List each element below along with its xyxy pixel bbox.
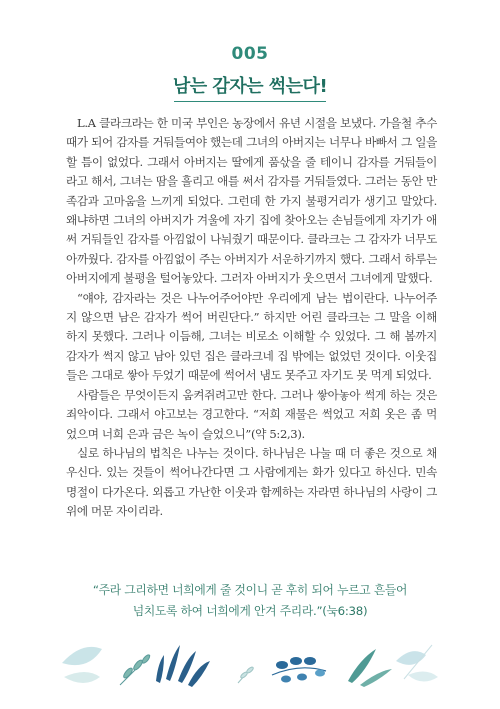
leaf-icon: [348, 649, 392, 687]
leaf-icon: [396, 645, 438, 682]
leaf-icon: [238, 666, 254, 683]
paragraph: “얘야, 감자라는 것은 나누어주어야만 우리에게 남는 법이란다. 나누어주지 않으면 남은 감자가 썩어 버린단다.” 하지만 어린 클라크는 그 말을 이해하지 못했다. 그러나 이듬해, 그녀는 비로소 이해할 수 있었다. 그 해 봄까지 감자가 썩지 않고 남아 있던 집은 클라크네 집 밖에는 없었던 것이다. 이웃집들은 그대로 쌓아 두었기 때문에 썩어서 냄도 못주고 자기도 못 먹게 되었다.: [66, 290, 437, 383]
chapter-title: 남는 감자는 썩는다!: [172, 76, 328, 97]
quote-line-1: “주라 그리하면 너희에게 줄 것이니 곧 후히 되어 누르고 흔들어: [92, 583, 408, 597]
leaf-decoration: [0, 615, 500, 709]
body-text: [66, 114, 437, 522]
title-underline: [174, 101, 326, 102]
leaf-icon: [120, 654, 151, 685]
paragraph: 실로 하나님의 법칙은 나누는 것이다. 하나님은 나눌 때 더 좋은 것으로 채우신다. 있는 것들이 썩어나간다면 그 사람에게는 화가 있다고 하신다. 민속 명절이 다가온다. 외롭고 가난한 이웃과 함께하는 자라면 하나님의 사랑이 그 위에 머문 자이리라.: [66, 445, 437, 519]
leaf-icon: [156, 645, 210, 687]
leaf-icon: [62, 647, 102, 683]
paragraph: L.A 클라크라는 한 미국 부인은 농장에서 유년 시절을 보냈다. 가을철 추수 때가 되어 감자를 거둬들여야 했는데 그녀의 아버지는 너무나 바빠서 그 일을 할 틈이 없었다. 그래서 아버지는 딸에게 품삯을 줄 테이니 감자를 거둬들이라고 해서, 그녀는 땀을 흘리고 애를 써서 감자를 거둬들였다. 그러는 동안 만족감과 고마움을 느끼게 되었다. 그런데 한 가지 불평거리가 생기고 말았다. 왜냐하면 그녀의 아버지가 겨울에 자기 집에 찾아오는 손님들에게 자기가 애써 거둬들인 감자를 아낌없이 나눠줬기 때문이다. 클라크는 그 감자가 너무도 아까웠다. 감자를 아낌없이 주는 아버지가 서운하기까지 했다. 그래서 하루는 아버지에게 불평을 털어놓았다. 그러자 아버지가 웃으면서 그녀에게 말했다.: [66, 116, 437, 286]
chapter-number: 005: [231, 44, 269, 64]
quote-line-2: 넘치도록 하여 너희에게 안겨 주리라.”(눅6:38): [132, 604, 368, 618]
paragraph: 사람들은 무엇이든지 움켜쥐려고만 한다. 그러나 쌓아놓아 썩게 하는 것은 죄악이다. 그래서 야고보는 경고한다. “저희 재물은 썩었고 저희 옷은 좀 먹었으며 너희 은과 금은 녹이 슬었으니”(약 5:2,3).: [66, 387, 437, 441]
leaf-icon: [272, 657, 326, 683]
